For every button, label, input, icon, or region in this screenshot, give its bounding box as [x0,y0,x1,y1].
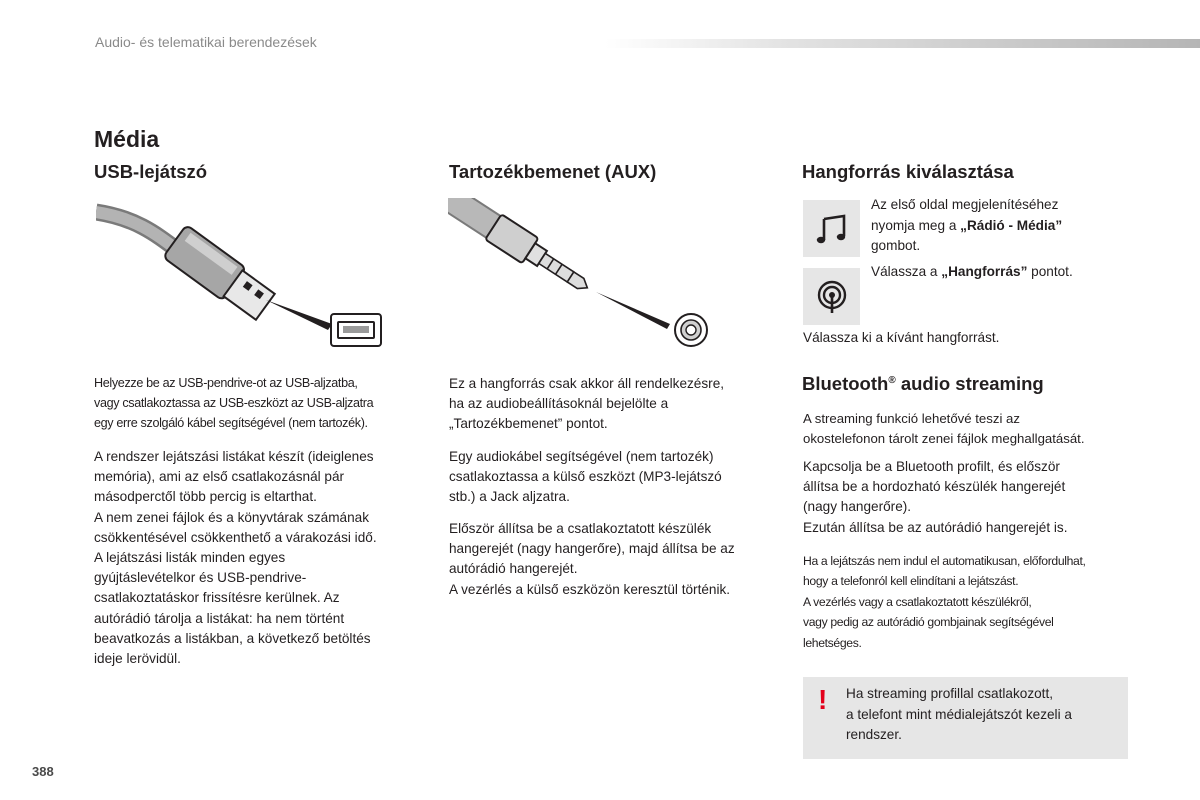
warning-icon: ! [818,684,828,715]
bluetooth-line: A streaming funkció lehetővé teszi az [803,411,1020,426]
aux-line: stb.) a Jack aljzatra. [449,489,570,505]
aux-line: hangerejét (nagy hangerőre), majd állítsa be az [449,541,735,557]
bluetooth-title-rest: audio streaming [895,373,1044,394]
bluetooth-line: (nagy hangerőre). [803,499,912,515]
step-text: pontot. [1027,264,1073,279]
bluetooth-line: állítsa be a hordozható készülék hangerejét [803,479,1066,495]
usb-body-line: gyújtáslevételkor és USB-pendrive- [94,570,307,586]
usb-section-title: USB-lejátszó [94,161,208,182]
usb-caption [94,373,424,434]
aux-paragraph-3 [449,519,789,600]
bluetooth-line: hogy a telefonról kell elindítani a lejátszást. [803,574,1019,589]
source-step-1-line: gombot. [871,238,921,253]
bluetooth-paragraph-2 [803,457,1143,538]
aux-section-title: Tartozékbemenet (AUX) [449,161,657,182]
aux-line: „Tartozékbemenet” pontot. [449,416,608,432]
bluetooth-title-main: Bluetooth [802,373,889,394]
aux-line: autórádió hangerejét. [449,561,578,577]
bluetooth-line: vagy pedig az autórádió gombjainak segítségével [803,615,1054,630]
usb-caption-line: egy erre szolgáló kábel segítségével (nem tartozék). [94,416,368,431]
page-title: Média [94,126,160,152]
usb-body-line: csökkentésével csökkenthető a várakozási idő. [94,529,377,545]
source-step-1-line [871,216,1111,237]
usb-body-line: memória), ami az első csatlakozásnál pár [94,469,345,485]
warning-text [846,684,1116,746]
usb-body-line: A rendszer lejátszási listákat készít (ideiglenes [94,449,374,464]
usb-body-line: csatlakoztatáskor frissítésre kerülnek. Az [94,590,340,606]
page-number: 388 [32,764,54,779]
bluetooth-line: lehetséges. [803,635,862,650]
bluetooth-line: Kapcsolja be a Bluetooth profilt, és először [803,459,1060,474]
bluetooth-line: Ezután állítsa be az autórádió hangerejét is. [803,519,1068,535]
usb-plug-illustration [96,198,388,350]
aux-line: Ez a hangforrás csak akkor áll rendelkezésre, [449,376,725,391]
aux-paragraph-1 [449,374,779,435]
header-gradient-bar [605,39,1200,48]
usb-body-line: A nem zenei fájlok és a könyvtárak számának [94,509,370,525]
aux-line: csatlakoztassa a külső eszközt (MP3-lejátszó [449,469,722,485]
usb-caption-line: vagy csatlakoztassa az USB-eszközt az USB-aljzatra [94,396,374,411]
usb-body-line: autórádió tárolja a listákat: ha nem történt [94,610,345,626]
source-menu-label: „Hangforrás” [941,264,1028,279]
usb-body-line: másodperctől több percig is eltarthat. [94,489,317,505]
aux-line: Először állítsa be a csatlakoztatott készülék [449,521,712,536]
bluetooth-paragraph-1 [803,409,1143,449]
aux-line: ha az audiobeállításoknál bejelölte a [449,396,669,412]
source-step-2 [871,262,1121,282]
usb-caption-line: Helyezze be az USB-pendrive-ot az USB-aljzatba, [94,376,358,390]
aux-line: Egy audiokábel segítségével (nem tartozék) [449,449,714,464]
usb-body-line: beavatkozás a listákban, a következő betöltés [94,630,371,646]
aux-line: A vezérlés a külső eszközön keresztül történik. [449,581,731,597]
warning-line: a telefont mint médialejátszót kezeli a [846,706,1072,722]
source-after-text: Válassza ki a kívánt hangforrást. [803,330,1000,345]
source-step-1 [871,195,1111,257]
step-text: nyomja meg a [871,217,961,233]
bluetooth-section-title [802,373,1044,395]
bluetooth-line: okostelefonon tárolt zenei fájlok meghallgatását. [803,431,1085,447]
source-step-1-line: Az első oldal megjelenítéséhez [871,197,1059,212]
usb-body [94,447,424,669]
running-header: Audio- és telematikai berendezések [95,34,317,50]
warning-line: Ha streaming profillal csatlakozott, [846,686,1054,701]
usb-body-line: A lejátszási listák minden egyes [94,550,286,566]
registered-mark: ® [888,375,896,386]
radio-media-button-label: „Rádió - Média” [960,217,1063,233]
bluetooth-paragraph-3 [803,551,1143,653]
usb-body-line: ideje lerövidül. [94,651,181,667]
music-note-icon [803,200,860,257]
source-step-2-line [871,262,1121,282]
source-signal-icon [803,268,860,325]
bluetooth-line: A vezérlés vagy a csatlakoztatott készülékről, [803,594,1032,609]
source-section-title: Hangforrás kiválasztása [802,161,1014,182]
jack-plug-illustration [448,198,716,350]
warning-line: rendszer. [846,727,902,742]
aux-paragraph-2 [449,447,779,508]
bluetooth-line: Ha a lejátszás nem indul el automatikusan, előfordulhat, [803,554,1086,568]
step-text: Válassza a [871,264,942,279]
